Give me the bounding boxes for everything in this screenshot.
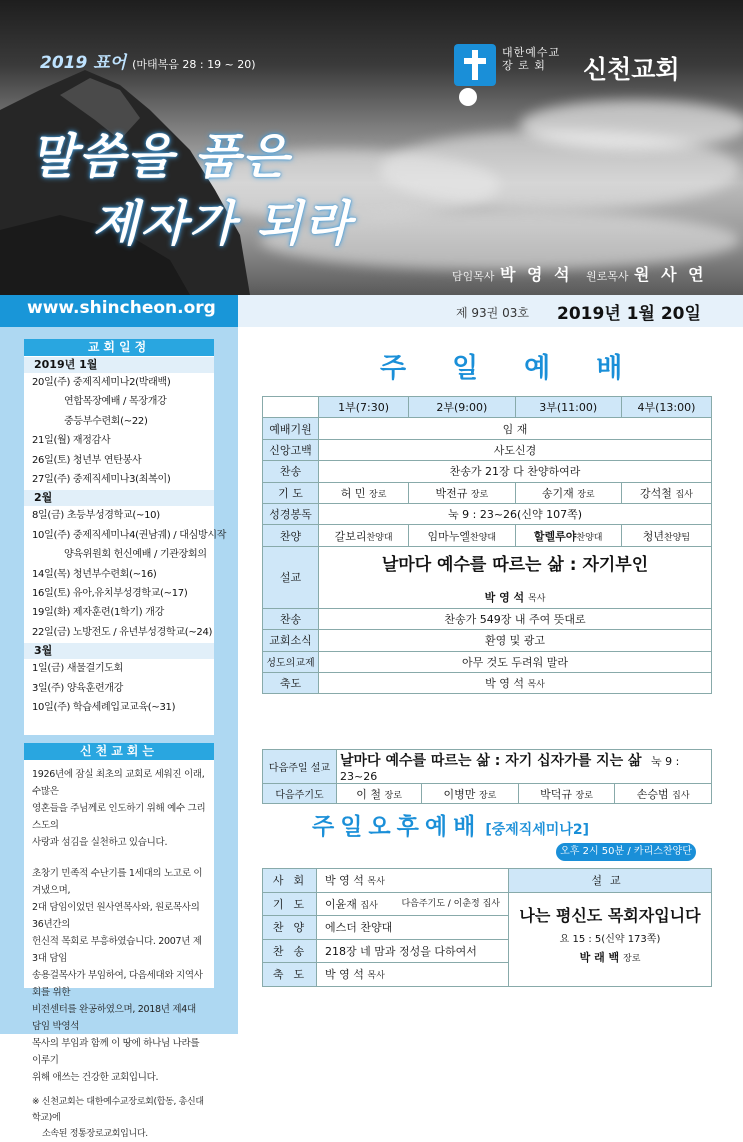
afternoon-time-badge: 오후 2시 50분 / 카리스찬양단 — [556, 843, 696, 861]
schedule-event: 10일(주) 학습세례입교교육(~31) — [32, 702, 176, 714]
schedule-event: 중등부수련회(~22) — [64, 415, 148, 427]
church-name: 신천교회 — [583, 55, 680, 84]
pm-row-prayer: 기도 이윤재 집사 다음주기도 / 이춘정 집사 나는 평신도 목회자입니다 요 15 : 5(신약 173쪽) 박 래 백 장로 — [263, 892, 712, 916]
pm-sermon-title: 나는 평신도 목회자입니다 — [519, 905, 701, 925]
schedule-event: 16일(토) 유아,유치부성경학교(~17) — [32, 588, 188, 600]
verse-reference: (마태복음 28 : 19 ~ 20) — [132, 58, 256, 71]
sun-icon — [459, 88, 477, 106]
pastors-line: 담임목사 박 영 석 원로목사 원 사 연 — [452, 265, 707, 284]
pm-sermon-cell — [509, 892, 712, 986]
afternoon-service-table — [262, 868, 712, 987]
schedule-event: 22일(금) 노방전도 / 유년부성경학교(~24) — [32, 626, 213, 638]
news-row: 교회소식 환영 및 광고 — [263, 630, 712, 651]
about-note: ※ 신천교회는 대한예수교장로회(합동, 총신대학교)에 소속된 정통장로교회입니다. — [32, 1097, 204, 1139]
pm-row-choir: 찬양 에스더 찬양대 — [263, 916, 712, 940]
schedule-list — [24, 357, 227, 718]
motto-line-1: 말씀을 품은 — [30, 129, 291, 185]
prelude-row: 예배기원 임 재 — [263, 418, 712, 439]
next-sermon-title: 날마다 예수를 따르는 삶 : 자기 십자가를 지는 삶 — [340, 753, 642, 769]
reading-row: 성경봉독 눅 9 : 23~26(신약 107쪽) — [263, 503, 712, 524]
schedule-event: 26일(토) 청년부 연탄봉사 — [32, 454, 142, 466]
pm-row-hymn: 찬송 218장 네 맘과 정성을 다하여서 — [263, 939, 712, 963]
year-text: 2019 표어 — [40, 53, 127, 73]
schedule-event: 27일(주) 중제직세미나3(최복이) — [32, 474, 171, 486]
senior-pastor-name: 박 영 석 — [500, 265, 573, 284]
church-logo-icon — [454, 44, 496, 86]
about-paragraph-2: 초창기 민족적 수난기를 1세대의 노고로 이겨냈으며, 2대 담임이었던 원사연목사와, 원로목사의 36년간의 헌신적 목회로 부흥하였습니다. 2007년 제3대 담임 송용걸목사가 부임하여, 다음세대와 지역사회를 위한 비전센터를 완공하였으며, 2018년 제4대 담임 박영석 목사의 부임과 함께 이 땅에 하나님 나라를 이루기 위해 애쓰는 건강한 교회입니다. — [32, 868, 203, 1083]
sermon-title: 날마다 예수를 따르는 삶 : 자기부인 — [381, 554, 649, 575]
pm-sermon-header: 설교 — [509, 869, 712, 893]
schedule-event: 10일(주) 중제직세미나4(권남궤) / 대심방시작 — [32, 529, 227, 541]
denomination-label: 대한예수교 장 로 회 — [502, 46, 561, 72]
header-banner — [0, 0, 743, 295]
schedule-event: 19일(화) 제자훈련(1학기) 개강 — [32, 607, 164, 619]
pm-row-host: 사회 박 영 석 목사 설교 — [263, 869, 712, 893]
service-time-2: 2부(9:00) — [409, 397, 515, 418]
schedule-event: 21일(월) 재정감사 — [32, 435, 111, 447]
service-order-table — [262, 396, 712, 694]
next-sermon-row: 다음주일 설교 날마다 예수를 따르는 삶 : 자기 십자가를 지는 삶 눅 9 : 23~26 — [263, 750, 712, 784]
schedule-month: 2월 — [24, 490, 214, 506]
hymn-row: 찬송 찬송가 21장 다 찬양하여라 — [263, 461, 712, 482]
schedule-event: 연합목장예배 / 목장개강 — [64, 396, 167, 408]
service-time-1: 1부(7:30) — [319, 397, 409, 418]
schedule-event: 3일(주) 양육훈련개강 — [32, 682, 124, 694]
year-motto-label — [40, 48, 256, 73]
closing-hymn-row: 찬송 찬송가 549장 내 주여 뜻대로 — [263, 608, 712, 629]
pm-sermon-speaker: 박 래 백 장로 — [579, 950, 641, 964]
afternoon-service-subtitle: [중제직세미나2] — [485, 822, 589, 838]
schedule-panel — [24, 339, 227, 735]
creed-row: 신앙고백 사도신경 — [263, 439, 712, 460]
issue-number: 제 93권 03호 — [456, 306, 529, 320]
elder-pastor-name: 원 사 연 — [634, 265, 707, 284]
schedule-event: 8일(금) 초등부성경학교(~10) — [32, 510, 160, 522]
schedule-event: 1일(금) 새물결기도회 — [32, 663, 124, 675]
schedule-month: 2019년 1월 — [24, 357, 214, 373]
schedule-event: 양육위원회 헌신예배 / 기관장회의 — [64, 549, 207, 561]
benediction-row: 축도 박 영 석 목사 — [263, 672, 712, 693]
sunday-service-title: 주일예배 — [380, 353, 669, 384]
next-sermon-ref: 눅 9 : 23~26 — [340, 755, 680, 783]
pm-row-benediction: 축도 박 영 석 목사 — [263, 963, 712, 987]
prayer-row: 기 도 허 민 장로 박전규 장로 송기재 장로 강석철 집사 — [263, 482, 712, 503]
website-link[interactable]: www.shincheon.org — [27, 298, 216, 318]
about-panel — [24, 743, 214, 1139]
about-paragraph-1: 1926년에 잠실 최초의 교회로 세워진 이래, 수많은 영혼들을 주님께로 인도하기 위해 예수 그리스도의 사랑과 섬김을 실천하고 있습니다. — [32, 769, 206, 848]
service-time-3: 3부(11:00) — [515, 397, 621, 418]
motto-line-2: 제자가 되라 — [92, 196, 353, 252]
service-time-4: 4부(13:00) — [621, 397, 711, 418]
next-week-table — [262, 749, 712, 804]
about-title: 신천교회는 — [24, 743, 214, 760]
next-prayer-row: 다음주기도 이 철 장로 이병만 장로 박덕규 장로 손승범 집사 — [263, 784, 712, 804]
bulletin-date: 2019년 1월 20일 — [557, 304, 701, 324]
afternoon-service-title: 주일오후예배 [중제직세미나2] — [312, 814, 589, 840]
schedule-title: 교회일정 — [24, 339, 214, 356]
schedule-event: 14일(목) 청년부수련회(~16) — [32, 568, 157, 580]
sermon-row: 설교 날마다 예수를 따르는 삶 : 자기부인 박 영 석 목사 — [263, 546, 712, 608]
fellowship-row: 성도의교제 아무 것도 두려워 말라 — [263, 651, 712, 672]
pm-sermon-ref: 요 15 : 5(신약 173쪽) — [559, 933, 661, 945]
service-times-row — [263, 397, 712, 418]
sermon-preacher: 박 영 석 목사 — [484, 590, 546, 604]
choir-row: 찬양 갈보리찬양대 임마누엘찬양대 할렐루야찬양대 청년찬양팀 — [263, 525, 712, 546]
schedule-month: 3월 — [24, 643, 214, 659]
schedule-event: 20일(주) 중제직세미나2(박래백) — [32, 377, 171, 388]
